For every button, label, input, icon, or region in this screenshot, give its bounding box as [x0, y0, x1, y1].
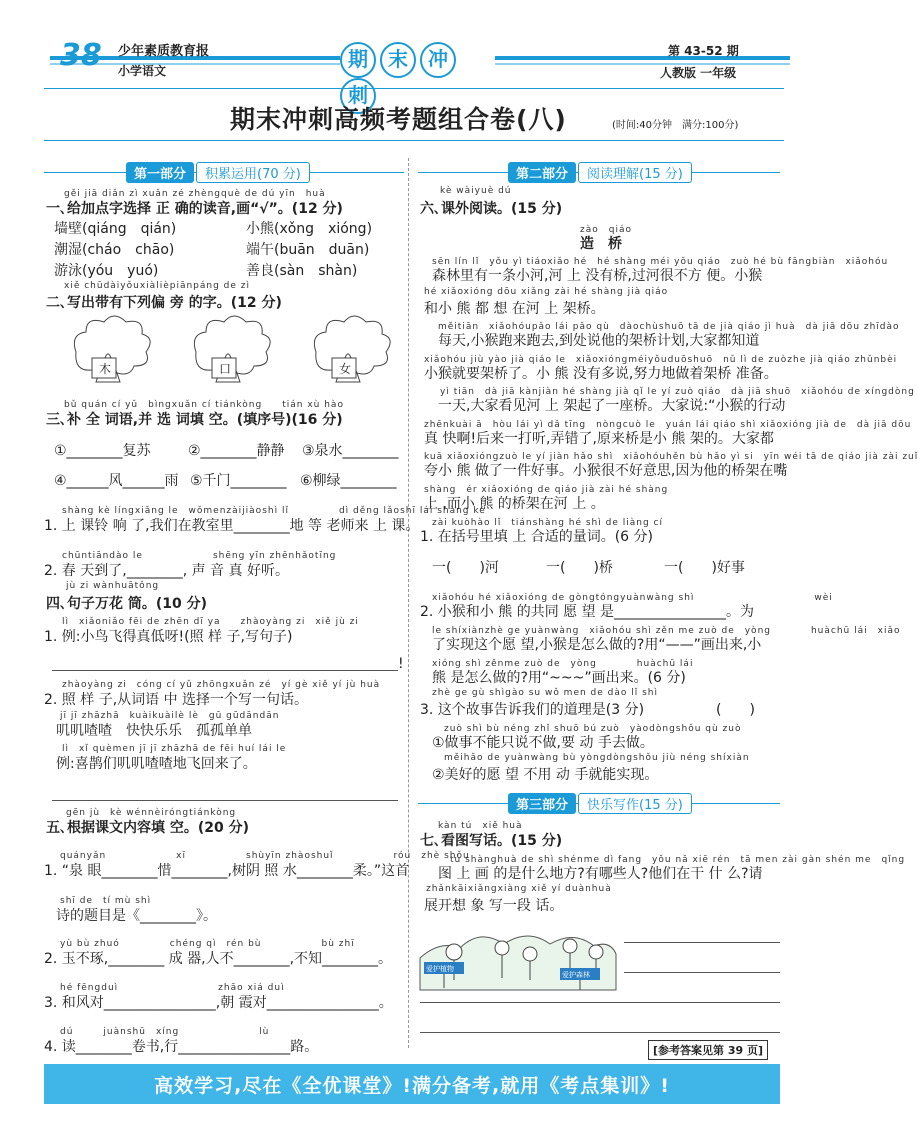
radical-trees — [66, 312, 396, 394]
radical-label: 口 — [219, 362, 232, 376]
q6-sub2b-pinyin: le shíxiànzhè ge yuànwàng xiǎohóu shì zěn me zuò de yòng huàchū lái xiǎo — [432, 626, 901, 636]
q5-sentence: 诗的题目是《________》。 — [56, 908, 217, 924]
story-pinyin: zhēnkuài ā hòu lái yì dǎ tīng nòngcuò le yuán lái qiáo shì xiǎoxióng jià de dà jiā dōu — [424, 420, 912, 430]
q6-title: 六､课外阅读。(15 分) — [420, 201, 563, 217]
exclaim-mark: ! — [398, 656, 404, 672]
q3-option: ③泉水________ — [302, 443, 399, 459]
part3-tag — [508, 793, 692, 813]
part2-name: 阅读理解(15 分) — [578, 162, 692, 183]
q7-l1-pinyin: tú shànghuà de shì shénme dì fang yǒu nǎ xiē rén tā men zài gàn shén me qǐng — [450, 855, 906, 865]
answer-reference: [参考答案见第 39 页] — [648, 1040, 768, 1060]
story-line: 森林里有一条小河,河 上 没有桥,过河很不方 便。小猴 — [432, 268, 763, 284]
tree-illustration — [194, 316, 270, 382]
part3-name: 快乐写作(15 分) — [578, 793, 692, 814]
q4-s2-pinyin: zhàoyàng zi cóng cí yǔ zhōngxuǎn zé yí gè xiě yí jù huà — [62, 680, 381, 690]
q5-s4-pinyin: dú juànshū xíng lù — [60, 1027, 270, 1037]
column-divider — [408, 158, 409, 1048]
q3-option: ⑤千门________ — [190, 473, 287, 489]
q5-s2-pinyin: yù bù zhuó chéng qì rén bù bù zhī — [60, 939, 355, 949]
q6-pinyin: kè wàiyuè dú — [440, 186, 512, 196]
logo-char: 刺 — [340, 78, 376, 114]
q6-sub2b: 了实现这个愿 望,小猴是怎么做的?用“——”画出来,小 — [432, 637, 762, 653]
logo-char: 冲 — [420, 42, 456, 78]
q3-option: ④______风______雨 — [54, 473, 179, 489]
q5-sentence: 1. “泉 眼________惜________,树阴 照 水________柔。”这首 — [44, 863, 410, 879]
q6-sub3: 3. 这个故事告诉我们的道理是(3 分) — [420, 702, 645, 718]
logo — [340, 42, 490, 107]
q5-s1b-pinyin: shī de tí mù shì — [60, 896, 152, 906]
story-line: 真 快啊!后来一打听,弄错了,原来桥是小 熊 架的。大家都 — [424, 431, 774, 447]
q5-pinyin: gēn jù kè wénnèiróngtiánkòng — [66, 808, 237, 818]
q3-option: ⑥柳绿________ — [300, 473, 397, 489]
story-line: 夸小 熊 做了一件好事。小猴很不好意思,因为他的桥架在嘴 — [424, 463, 788, 479]
tree-illustration — [74, 316, 150, 382]
q6-sub1: 1. 在括号里填 上 合适的量词。(6 分) — [420, 529, 653, 545]
sign-text: 爱护植物 — [426, 965, 454, 973]
title-note: (时间:40分钟 满分:100分) — [612, 120, 739, 131]
q5-title: 五､根据课文内容填 空。(20 分) — [46, 820, 250, 836]
q6-sub2c: 熊 是怎么做的?用“~~~”画出来。(6 分) — [432, 670, 686, 686]
part1-name: 积累运用(70 分) — [196, 162, 310, 183]
q6-optB-pinyin: měihǎo de yuànwàng bù yòngdòngshǒu jiù néng shíxiàn — [444, 753, 750, 763]
q2-pinyin: xiě chūdàiyǒuxiàlièpiānpáng de zì — [64, 281, 250, 291]
q1-pinyin: gěi jiā diǎn zì xuǎn zé zhèngquè de dú yīn huà — [64, 189, 326, 199]
q6-sub2c-pinyin: xióng shì zěnme zuò de yòng huàchū lái — [432, 659, 694, 669]
tree-illustration — [314, 316, 390, 382]
story-title-pinyin: zào qiáo — [580, 225, 632, 235]
header-rule — [44, 88, 784, 89]
q4-example: 例:喜鹊们叽叽喳喳地飞回来了。 — [56, 756, 257, 772]
newspaper-name: 少年素质教育报 — [118, 44, 210, 59]
q6-sub3-pinyin: zhè ge gù shìgào su wǒ men de dào lǐ shì — [432, 688, 659, 698]
footer-slogan: 高效学习,尽在《全优课堂》!满分备考,就用《考点集训》! — [154, 1074, 670, 1097]
q1-item: 潮湿(cháo chāo) — [54, 242, 175, 258]
q1-item: 端午(buān duān) — [246, 242, 370, 258]
q6-sub2: 2. 小猴和小 熊 的共同 愿 望 是________________。为 — [420, 604, 755, 620]
q6-option: ①做事不能只说不做,要 动 手去做。 — [432, 735, 654, 751]
q5-sentence: 4. 读________卷书,行________________路。 — [44, 1039, 319, 1055]
radical-label: 女 — [339, 362, 352, 376]
answer-line[interactable] — [624, 942, 780, 943]
page-number: 38 — [60, 38, 102, 73]
q2-title: 二､写出带有下列偏 旁 的字。(12 分) — [46, 295, 282, 311]
q1-title: 一､给加点字选择 正 确的读音,画“√”。(12 分) — [46, 201, 343, 217]
story-pinyin: xiǎohóu jiù yào jià qiáo le xiǎoxióngméiyǒuduōshuō nǔ lì de zuòzhe jià qiáo zhǔnbèi — [424, 355, 898, 365]
q4-words: 叽叽喳喳 快快乐乐 孤孤单单 — [56, 723, 252, 739]
q5-sentence: 3. 和风对________________,朝 霞对________________。 — [44, 995, 393, 1011]
footer-banner — [44, 1064, 780, 1104]
q3-pinyin: bǔ quán cí yǔ bìngxuǎn cí tiánkòng tián xù hào — [64, 400, 344, 410]
page-title: 期末冲刺高频考题组合卷(八) — [230, 105, 567, 134]
story-line: 小猴就要架桥了。小 熊 没有多说,努力地做着架桥 准备。 — [424, 366, 778, 382]
story-pinyin: kuā xiǎoxióngzuò le yí jiàn hǎo shì xiǎohóuhěn bù hǎo yì si yīn wéi tā de qiáo jià zài zuǐ — [424, 452, 918, 462]
q3-option: ①________复苏 — [54, 443, 151, 459]
issue-label: 第 43-52 期 — [668, 44, 739, 58]
logo-char: 期 — [340, 42, 376, 78]
answer-line[interactable] — [624, 972, 780, 973]
q4-sentence: 2. 照 样 子,从词语 中 选择一个写一句话。 — [44, 692, 309, 708]
story-line: 一天,大家看见河 上 架起了一座桥。大家说:“小猴的行动 — [438, 398, 786, 414]
q7-pinyin: kàn tú xiě huà — [438, 821, 523, 831]
story-pinyin: yì tiān dà jiā kànjiàn hé shàng jià qǐ le yí zuò qiáo dà jiā shuō xiǎohóu de xíngdòng — [440, 387, 915, 397]
q1-item: 小熊(xǒng xióng) — [246, 221, 373, 237]
q6-sub1-pinyin: zài kuòhào lǐ tiánshàng hé shì de liàng cí — [432, 518, 663, 528]
q7-l2-pinyin: zhǎnkāixiǎngxiàng xiě yí duànhuà — [426, 884, 612, 894]
q3-sentence: 1. 上 课铃 响 了,我们在教室里________地 等 老师来 上 课。 — [44, 518, 420, 534]
part1-tag — [126, 162, 310, 182]
q4-ex-pinyin: lì xǐ quèmen jī jī zhāzhā de fēi huí lái le — [62, 744, 287, 754]
story-pinyin: sēn lín lǐ yǒu yì tiáoxiǎo hé hé shàng méi yǒu qiáo zuò hé bù fāngbiàn xiǎohóu — [432, 257, 889, 267]
measure-blank: 一( )河 — [432, 560, 499, 576]
q3-s2-pinyin: chūntiāndào le shēng yīn zhēnhǎotīng — [62, 551, 337, 561]
part2-label: 第二部分 — [508, 162, 576, 183]
q5-s1-pinyin: quányǎn xī shùyīn zhàoshuǐ róu zhè shǒu — [60, 851, 470, 861]
q6-sub3-paren[interactable]: ( ) — [716, 702, 755, 718]
q1-item: 墙壁(qiáng qián) — [54, 221, 177, 237]
story-pinyin: shàng ér xiǎoxióng de qiáo jià zài hé shàng — [424, 485, 669, 495]
q6-optA-pinyin: zuò shì bù néng zhǐ shuō bú zuò yàodòngshǒu qù zuò — [444, 724, 742, 734]
story-pinyin: hé xiǎoxióng dōu xiǎng zài hé shàng jià qiáo — [424, 287, 669, 297]
q1-item: 善良(sàn shàn) — [246, 263, 358, 279]
title-rule — [44, 140, 784, 141]
story-pinyin: měitiān xiǎohóupǎo lái pǎo qù dàochùshuō tā de jià qiáo jì huà dà jiā dōu zhīdào — [438, 322, 900, 332]
q3-s1-pinyin: shàng kè língxiǎng le wǒmenzàijiàoshì lǐ dì děng lǎoshī lái shàng kè — [62, 506, 486, 516]
sign-text: 爱护森林 — [562, 971, 590, 979]
part3-label: 第三部分 — [508, 793, 576, 814]
q7-line: 图 上 画 的是什么地方?有哪些人?他们在干 什 么?请 — [438, 866, 763, 882]
measure-blank: 一( )好事 — [664, 560, 745, 576]
q6-sub2-pinyin: xiǎohóu hé xiǎoxióng de gòngtóngyuànwàng shì wèi — [432, 593, 833, 603]
subject-label: 小学语文 — [118, 64, 167, 78]
answer-line[interactable] — [420, 1002, 780, 1003]
answer-line[interactable] — [420, 1032, 780, 1033]
measure-blank: 一( )桥 — [546, 560, 613, 576]
edition-label: 人教版 一年级 — [660, 66, 737, 80]
story-line: 上 ,而小 熊 的桥架在河 上 。 — [424, 496, 605, 512]
q4-title: 四､句子万花 筒。(10 分) — [46, 596, 208, 612]
logo-char: 末 — [380, 42, 416, 78]
answer-line[interactable] — [52, 670, 398, 671]
q3-title: 三､补 全 词语,并 选 词填 空。(填序号)(16 分) — [46, 412, 343, 428]
story-line: 每天,小猴跑来跑去,到处说他的架桥计划,大家都知道 — [438, 333, 760, 349]
q7-title: 七､看图写话。(15 分) — [420, 833, 563, 849]
story-line: 和小 熊 都 想 在河 上 架桥。 — [424, 301, 605, 317]
q5-sentence: 2. 玉不琢,________ 成 器,人不________,不知________。 — [44, 951, 393, 967]
q7-line: 展开想 象 写一段 话。 — [424, 898, 564, 914]
answer-line[interactable] — [52, 800, 398, 801]
q4-pinyin: jù zi wànhuātǒng — [66, 581, 160, 591]
part1-label: 第一部分 — [126, 162, 194, 183]
story-title: 造 桥 — [580, 236, 622, 252]
radical-label: 木 — [99, 362, 112, 376]
q5-s3-pinyin: hé fēngduì zhāo xiá duì — [60, 983, 285, 993]
q4-words-pinyin: jī jī zhāzhā kuàikuàilè lè gū gūdāndān — [60, 711, 280, 721]
q3-option: ②________静静 — [188, 443, 285, 459]
q4-sentence: 1. 例:小鸟飞得真低呀!(照 样 子,写句子) — [44, 629, 293, 645]
q1-item: 游泳(yóu yuó) — [54, 263, 159, 279]
q4-s1-pinyin: lì xiǎoniǎo fēi de zhēn dī ya zhàoyàng zi xiě jù zi — [62, 617, 359, 627]
q6-option: ②美好的愿 望 不用 动 手就能实现。 — [432, 767, 659, 783]
part2-tag — [508, 162, 692, 182]
q3-sentence: 2. 春 天到了,________, 声 音 真 好听。 — [44, 563, 289, 579]
